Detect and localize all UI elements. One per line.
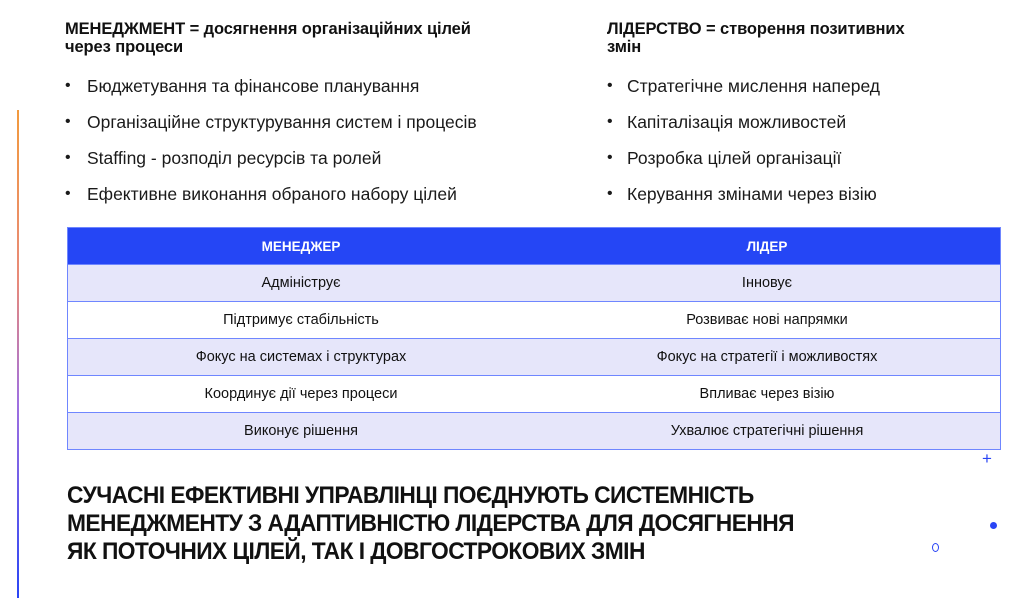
- dot-icon: [990, 522, 997, 529]
- accent-gradient-line: [17, 110, 19, 598]
- leadership-heading-line2: змін: [607, 38, 642, 56]
- bullet-icon: •: [607, 185, 613, 202]
- leadership-heading-line1: ЛІДЕРСТВО = створення позитивних: [607, 20, 905, 38]
- list-item-text: Staffing - розподіл ресурсів та ролей: [87, 148, 382, 168]
- bullet-icon: •: [65, 149, 71, 166]
- table-header-row: [68, 228, 1001, 265]
- table-row: [68, 302, 1001, 339]
- conclusion-line3: ЯК ПОТОЧНИХ ЦІЛЕЙ, ТАК І ДОВГОСТРОКОВИХ ЗМІН: [67, 538, 645, 565]
- list-item-text: Ефективне виконання обраного набору цілей: [87, 184, 457, 204]
- management-heading-line2: через процеси: [65, 38, 184, 56]
- list-item: [607, 140, 1007, 176]
- bullet-icon: •: [65, 185, 71, 202]
- bullet-icon: •: [65, 77, 71, 94]
- table-cell: Фокус на системах і структурах: [68, 339, 535, 376]
- list-item: [607, 104, 1007, 140]
- table-row: [68, 413, 1001, 450]
- management-column: [65, 20, 595, 212]
- list-item: [65, 176, 595, 212]
- conclusion-line2: МЕНЕДЖМЕНТУ З АДАПТИВНІСТЮ ЛІДЕРСТВА ДЛЯ ДОСЯГНЕННЯ: [67, 510, 794, 537]
- list-item-text: Бюджетування та фінансове планування: [87, 76, 420, 96]
- plus-icon: +: [982, 449, 992, 468]
- leadership-heading: [607, 20, 1007, 56]
- table-cell: Координує дії через процеси: [68, 376, 535, 413]
- table-cell: Фокус на стратегії і можливостях: [534, 339, 1001, 376]
- management-heading-line1: МЕНЕДЖМЕНТ = досягнення організаційних цілей: [65, 20, 471, 38]
- table-cell: Ухвалює стратегічні рішення: [534, 413, 1001, 450]
- list-item-text: Капіталізація можливостей: [627, 112, 847, 132]
- management-heading: [65, 20, 595, 56]
- table-cell: Впливає через візію: [534, 376, 1001, 413]
- header-leader: ЛІДЕР: [534, 228, 1001, 265]
- header-manager: МЕНЕДЖЕР: [68, 228, 535, 265]
- list-item: [607, 176, 1007, 212]
- list-item-text: Керування змінами через візію: [627, 184, 877, 204]
- management-list: [65, 68, 595, 212]
- list-item-text: Організаційне структурування систем і процесів: [87, 112, 477, 132]
- table-row: [68, 339, 1001, 376]
- table-cell: Інновує: [534, 265, 1001, 302]
- bullet-icon: •: [607, 77, 613, 94]
- list-item: [65, 68, 595, 104]
- list-item-text: Розробка цілей організації: [627, 148, 842, 168]
- table-cell: Розвиває нові напрямки: [534, 302, 1001, 339]
- leadership-list: [607, 68, 1007, 212]
- table-row: [68, 376, 1001, 413]
- list-item: [607, 68, 1007, 104]
- bullet-icon: •: [607, 149, 613, 166]
- ring-icon: [932, 543, 939, 552]
- bullet-icon: •: [65, 113, 71, 130]
- list-item-text: Стратегічне мислення наперед: [627, 76, 880, 96]
- conclusion-statement: [67, 482, 923, 566]
- table-cell: Підтримує стабільність: [68, 302, 535, 339]
- table-cell: Адмініструє: [68, 265, 535, 302]
- bullet-icon: •: [607, 113, 613, 130]
- conclusion-line1: СУЧАСНІ ЕФЕКТИВНІ УПРАВЛІНЦІ ПОЄДНУЮТЬ СИСТЕМНІСТЬ: [67, 482, 754, 509]
- leadership-column: [607, 20, 1007, 212]
- table-cell: Виконує рішення: [68, 413, 535, 450]
- list-item: [65, 104, 595, 140]
- list-item: [65, 140, 595, 176]
- comparison-table: [67, 227, 1001, 450]
- table-row: [68, 265, 1001, 302]
